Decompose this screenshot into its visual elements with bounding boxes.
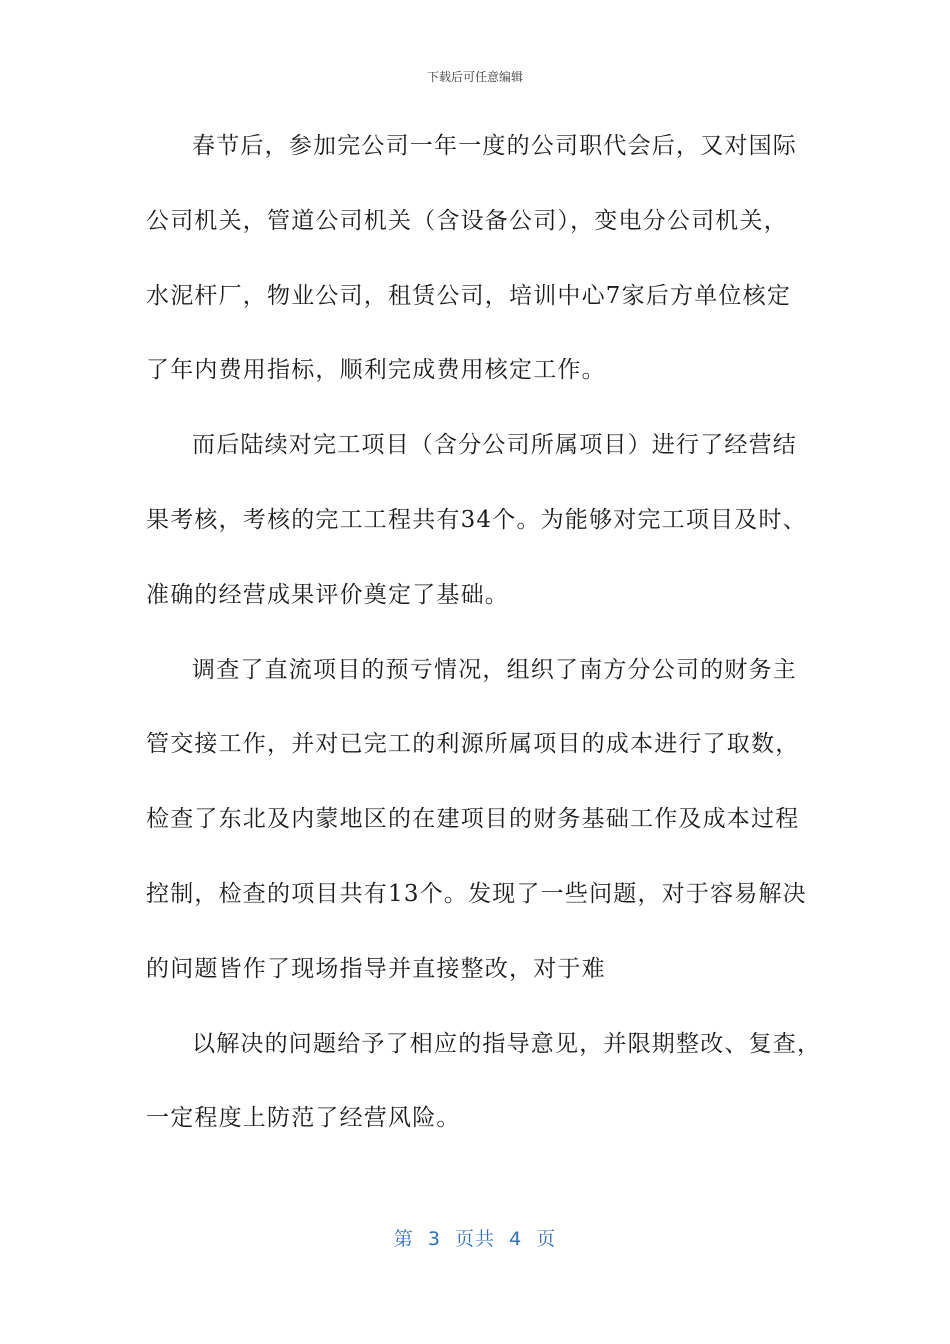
text-line: 以解决的问题给予了相应的指导意见，并限期整改、复查， xyxy=(192,1030,822,1057)
text-line: 一定程度上防范了经营风险。 xyxy=(146,1105,461,1132)
text-line: 准确的经营成果评价奠定了基础。 xyxy=(146,581,509,608)
text-line: 了年内费用指标，顺利完成费用核定工作。 xyxy=(146,357,606,384)
page-footer: 第 3 页共 4 页 xyxy=(393,1228,557,1250)
text-line: 公司机关，管道公司机关（含设备公司），变电分公司机关， xyxy=(146,207,788,234)
text-line: 检查了东北及内蒙地区的在建项目的财务基础工作及成本过程 xyxy=(146,806,800,833)
text-line: 而后陆续对完工项目（含分公司所属项目）进行了经营结 xyxy=(192,432,797,459)
text-line: 的问题皆作了现场指导并直接整改，对于难 xyxy=(146,955,606,982)
text-line: 调查了直流项目的预亏情况，组织了南方分公司的财务主 xyxy=(192,656,797,683)
text-line: 春节后，参加完公司一年一度的公司职代会后，又对国际 xyxy=(192,133,797,159)
text-line: 果考核，考核的完工工程共有34个。为能够对完工项目及时、 xyxy=(146,506,807,533)
text-line: 控制，检查的项目共有13个。发现了一些问题，对于容易解决 xyxy=(146,880,807,907)
text-line: 水泥杆厂，物业公司，租赁公司，培训中心7家后方单位核定 xyxy=(146,282,792,309)
page-header: 下载后可任意编辑 xyxy=(426,70,523,84)
text-line: 管交接工作，并对已完工的利源所属项目的成本进行了取数， xyxy=(146,731,800,758)
document-body xyxy=(146,127,822,1174)
